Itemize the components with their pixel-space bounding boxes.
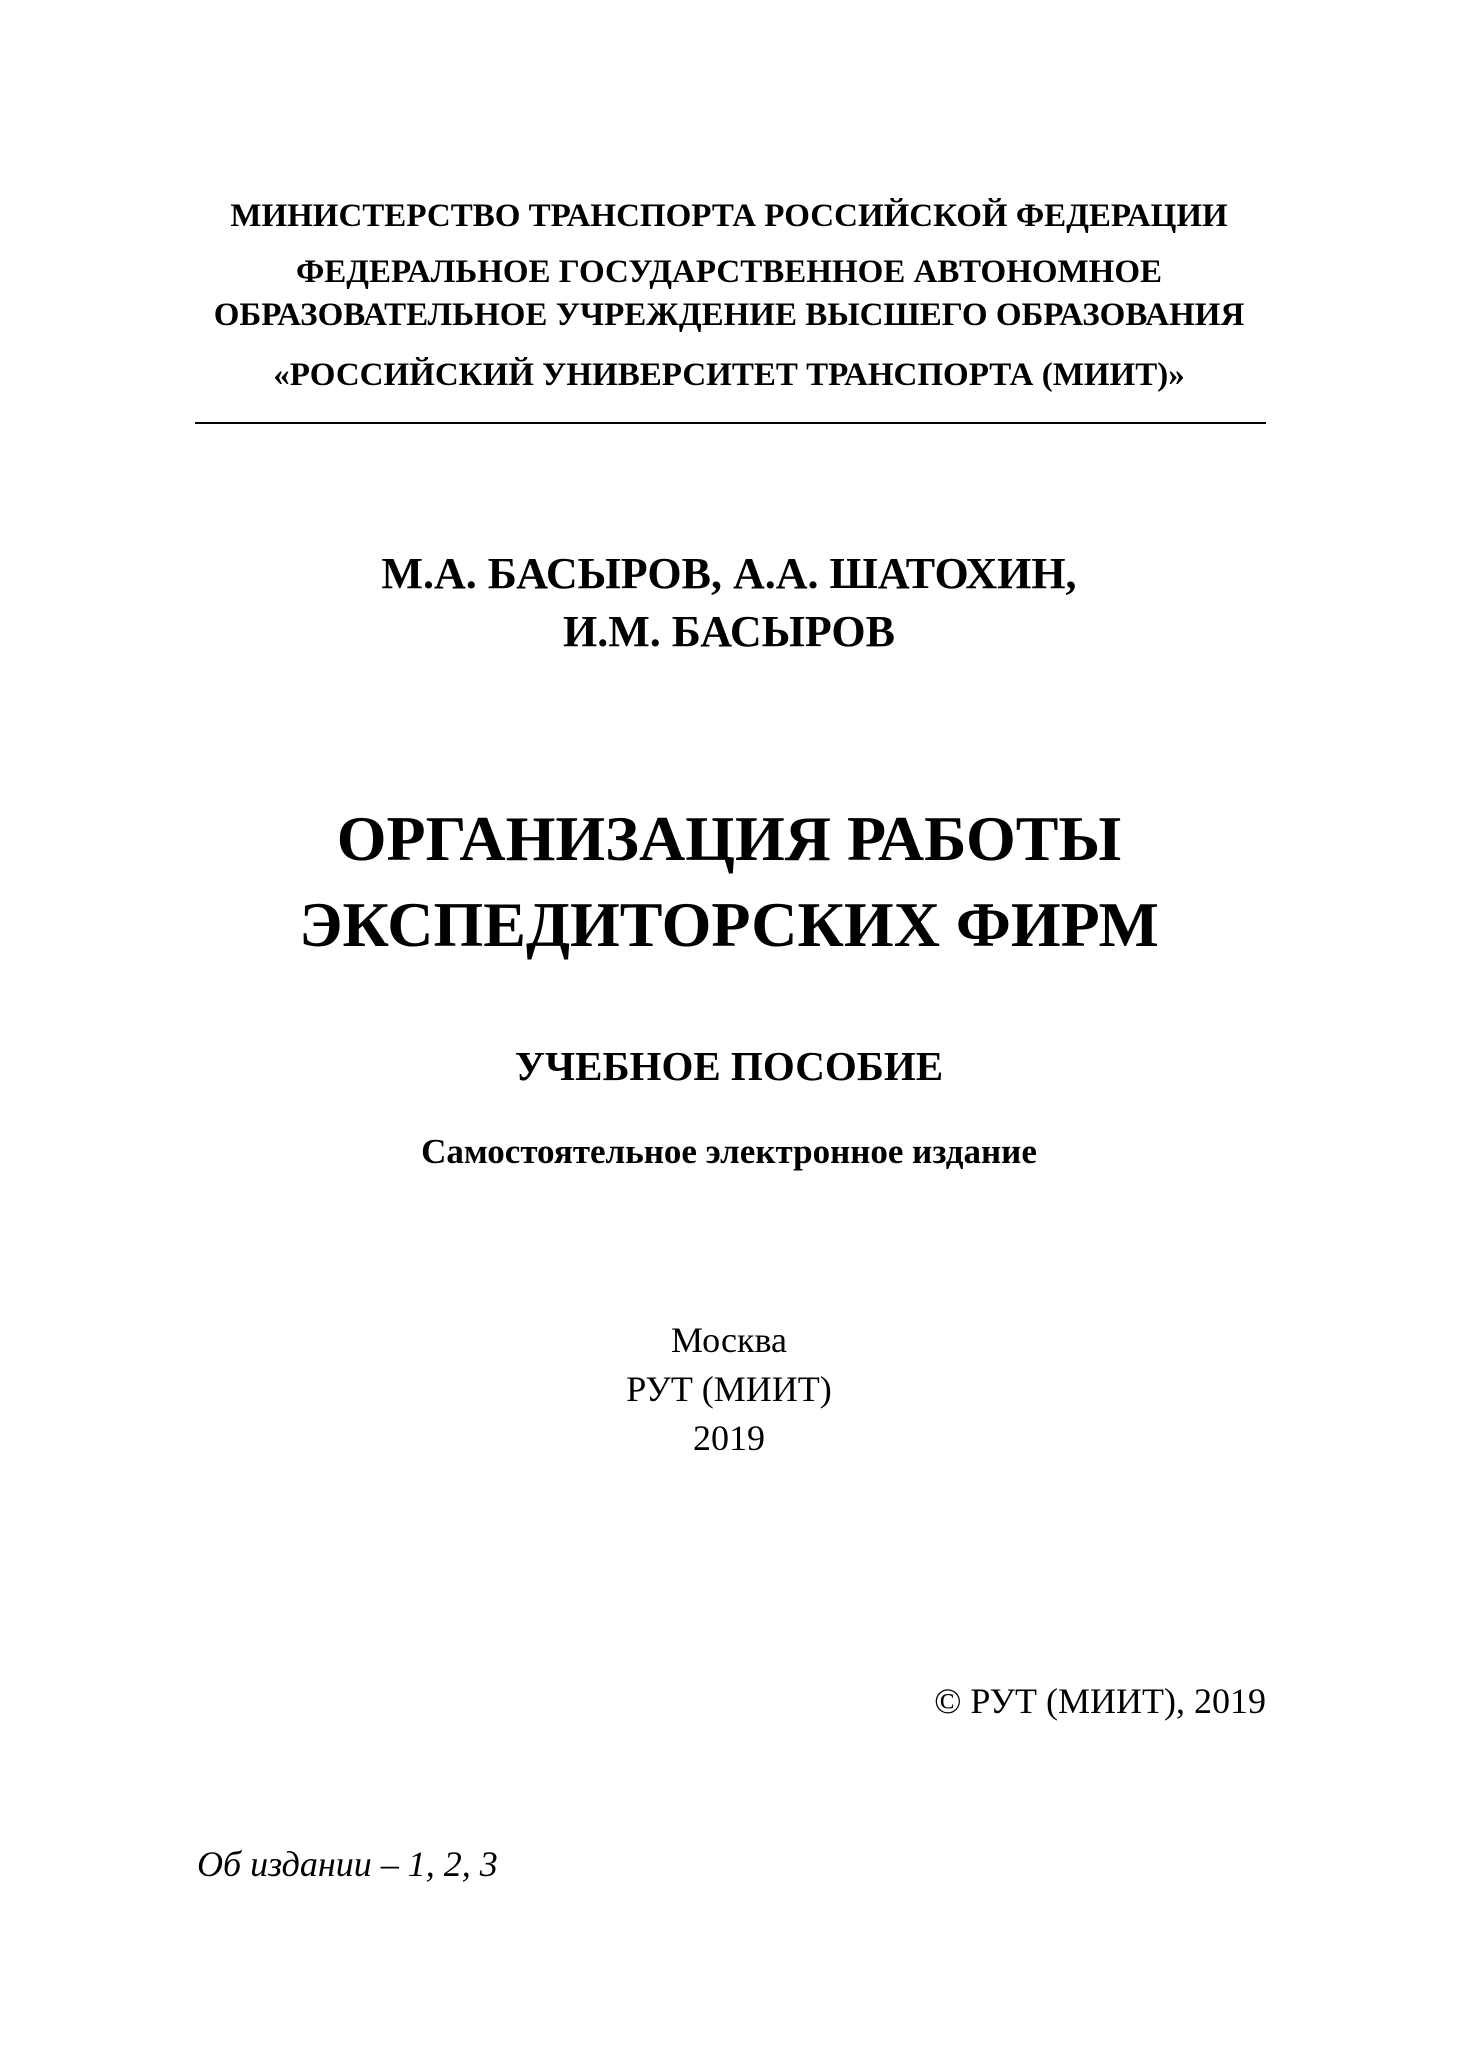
authors-line-1: М.А. БАСЫРОВ, А.А. ШАТОХИН, (381, 549, 1077, 598)
copyright-notice: © РУТ (МИИТ), 2019 (934, 1681, 1266, 1721)
imprint-city: Москва (671, 1320, 787, 1360)
book-subtitle: УЧЕБНОЕ ПОСОБИЕ (514, 1043, 944, 1089)
header-divider (195, 422, 1266, 424)
edition-type: Самостоятельное электронное издание (421, 1132, 1037, 1171)
book-title-line-1: ОРГАНИЗАЦИЯ РАБОТЫ (336, 803, 1122, 874)
authors-line-2: И.М. БАСЫРОВ (562, 607, 896, 656)
university-heading: «РОССИЙСКИЙ УНИВЕРСИТЕТ ТРАНСПОРТА (МИИТ)» (273, 357, 1185, 393)
about-edition-note: Об издании – 1, 2, 3 (197, 1844, 498, 1884)
imprint-publisher: РУТ (МИИТ) (626, 1369, 832, 1409)
institution-heading-line-2: ОБРАЗОВАТЕЛЬНОЕ УЧРЕЖДЕНИЕ ВЫСШЕГО ОБРАЗОВАНИЯ (213, 297, 1245, 333)
ministry-heading: МИНИСТЕРСТВО ТРАНСПОРТА РОССИЙСКОЙ ФЕДЕРАЦИИ (230, 198, 1228, 234)
imprint-year: 2019 (693, 1418, 765, 1458)
book-title-line-2: ЭКСПЕДИТОРСКИХ ФИРМ (299, 889, 1159, 960)
institution-heading-line-1: ФЕДЕРАЛЬНОЕ ГОСУДАРСТВЕННОЕ АВТОНОМНОЕ (295, 254, 1163, 290)
